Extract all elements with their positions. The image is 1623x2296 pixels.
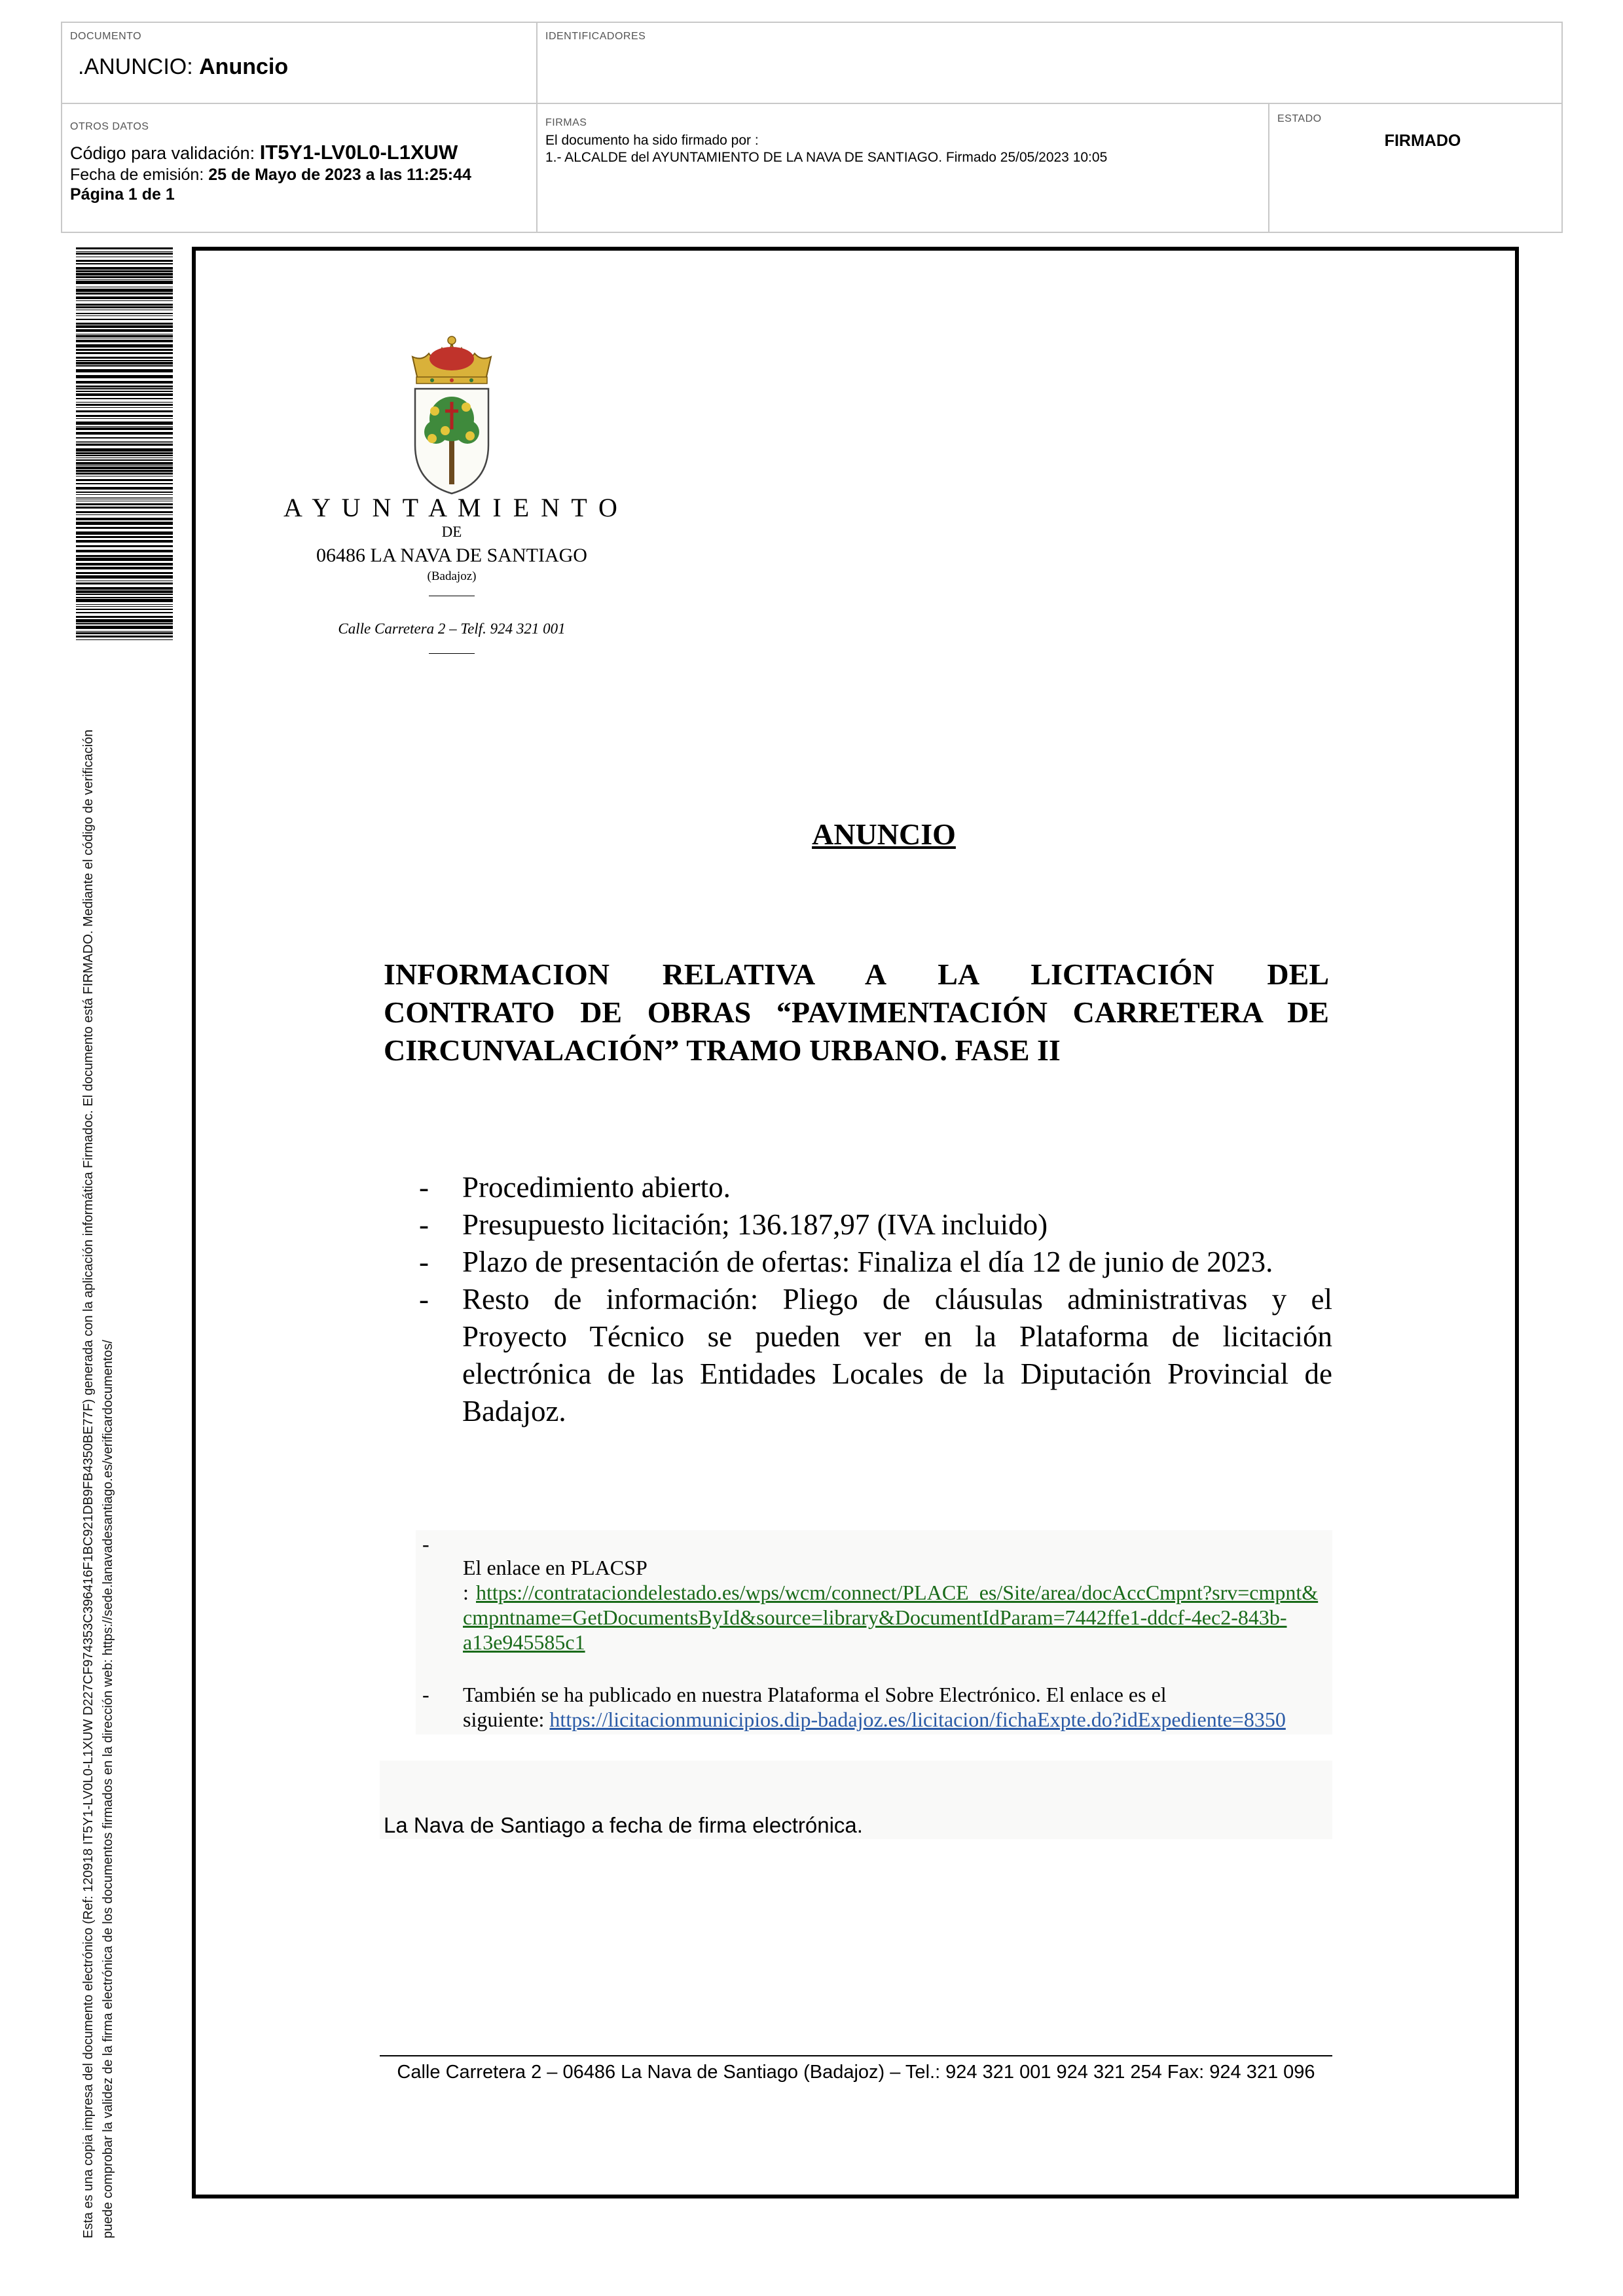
letterhead-province: (Badajoz) <box>427 569 477 583</box>
barcode-image <box>76 247 173 640</box>
notice-heading <box>384 956 1329 1069</box>
heading-line: CIRCUNVALACIÓN” TRAMO URBANO. FASE II <box>384 1033 1061 1067</box>
page-count: Página 1 de 1 <box>70 185 175 204</box>
header-row-1 <box>62 23 1561 104</box>
heading-line: CONTRATO DE OBRAS “PAVIMENTACIÓN CARRETERA DE <box>384 996 1329 1029</box>
sobre-link[interactable]: https://licitacionmunicipios.dip-badajoz.es/licitacion/fichaExpte.do?idExpediente=8350 <box>549 1708 1286 1731</box>
verification-side-text <box>79 648 118 2238</box>
sobre-text: También se ha publicado en nuestra Plataforma el Sobre Electrónico. El enlace es el <box>463 1683 1167 1706</box>
sobre-dash: - <box>422 1683 429 1706</box>
footer-address: Calle Carretera 2 – 06486 La Nava de Santiago (Badajoz) – Tel.: 924 321 001 924 321 254 Fax: 924 321 096 <box>397 2062 1315 2083</box>
firmas-line-2: 1.- ALCALDE del AYUNTAMIENTO DE LA NAVA DE SANTIAGO. Firmado 25/05/2023 10:05 <box>545 150 1108 165</box>
placsp-link-line-3[interactable]: a13e945585c1 <box>463 1630 585 1654</box>
document-header-table <box>61 22 1563 233</box>
documento-caption: DOCUMENTO <box>70 31 142 42</box>
list-item: - Procedimiento abierto. <box>419 1171 731 1204</box>
placsp-link-line-2[interactable]: cmpntname=GetDocumentsById&source=library&DocumentIdParam=7442ffe1-ddcf-4ec2-843b- <box>463 1605 1287 1629</box>
estado-value: FIRMADO <box>1384 132 1461 150</box>
page-title: ANUNCIO <box>812 817 956 851</box>
coat-of-arms-icon <box>406 334 498 497</box>
letterhead-divider-2 <box>262 653 642 654</box>
firmas-caption: FIRMAS <box>545 117 587 128</box>
header-row-2 <box>62 103 1561 233</box>
footer-divider <box>380 2055 1332 2056</box>
list-item: - Presupuesto licitación; 136.187,97 (IVA incluido) <box>419 1208 1048 1241</box>
validation-code: Código para validación: IT5Y1-LV0L0-L1XUW <box>70 141 458 164</box>
letterhead-ayuntamiento: A Y U N T A M I E N T O <box>283 493 620 522</box>
estado-caption: ESTADO <box>1277 113 1322 124</box>
identificadores-caption: IDENTIFICADORES <box>545 31 646 42</box>
documento-value: .ANUNCIO: Anuncio <box>78 54 289 79</box>
heading-line: INFORMACION RELATIVA A LA LICITACIÓN DEL <box>384 958 1329 991</box>
firmas-line-1: El documento ha sido firmado por : <box>545 133 759 148</box>
placsp-colon: : <box>463 1581 469 1604</box>
emission-date: Fecha de emisión: 25 de Mayo de 2023 a las 11:25:44 <box>70 166 471 184</box>
letterhead-address: Calle Carretera 2 – Telf. 924 321 001 <box>338 620 566 637</box>
placsp-label: El enlace en PLACSP <box>463 1556 647 1579</box>
placsp-link-line-1[interactable]: https://contrataciondelestado.es/wps/wcm/connect/PLACE_es/Site/area/docAccCmpnt?srv=cmpnt& <box>476 1581 1319 1604</box>
letterhead-de: DE <box>441 524 462 540</box>
letterhead-town: 06486 LA NAVA DE SANTIAGO <box>316 545 587 566</box>
list-item: - Plazo de presentación de ofertas: Finaliza el día 12 de junio de 2023. <box>419 1246 1273 1278</box>
signature-text: La Nava de Santiago a fecha de firma electrónica. <box>384 1813 863 1837</box>
placsp-dash: - <box>422 1532 429 1556</box>
list-item: - Resto de información: Pliego de cláusulas administrativas y el Proyecto Técnico se pueden ver en la Plataforma de licitación electrónica de las Entidades Locales de la Diputación Provincial de Badajoz. <box>419 1283 1332 1427</box>
sobre-link-row: siguiente: https://licitacionmunicipios.dip-badajoz.es/licitacion/fichaExpte.do?idExpediente=8350 <box>463 1708 1286 1731</box>
side-text-line-1: Esta es una copia impresa del documento electrónico (Ref: 120918 IT5Y1-LV0L0-L1XUW D227CF974353C396416F1BC921DB9FB4350BE77F) generada con la aplicación informática Firmadoc. El documento está FIRMADO. Mediante el código de verificación <box>81 729 96 2238</box>
otros-datos-caption: OTROS DATOS <box>70 121 149 132</box>
side-text-line-2: puede comprobar la validez de la firma electrónica de los documentos firmados en la dirección web: https://sede.lanavadesantiago.es/verificardocumentos/ <box>101 1340 115 2238</box>
tender-details-list <box>419 1169 1332 1430</box>
